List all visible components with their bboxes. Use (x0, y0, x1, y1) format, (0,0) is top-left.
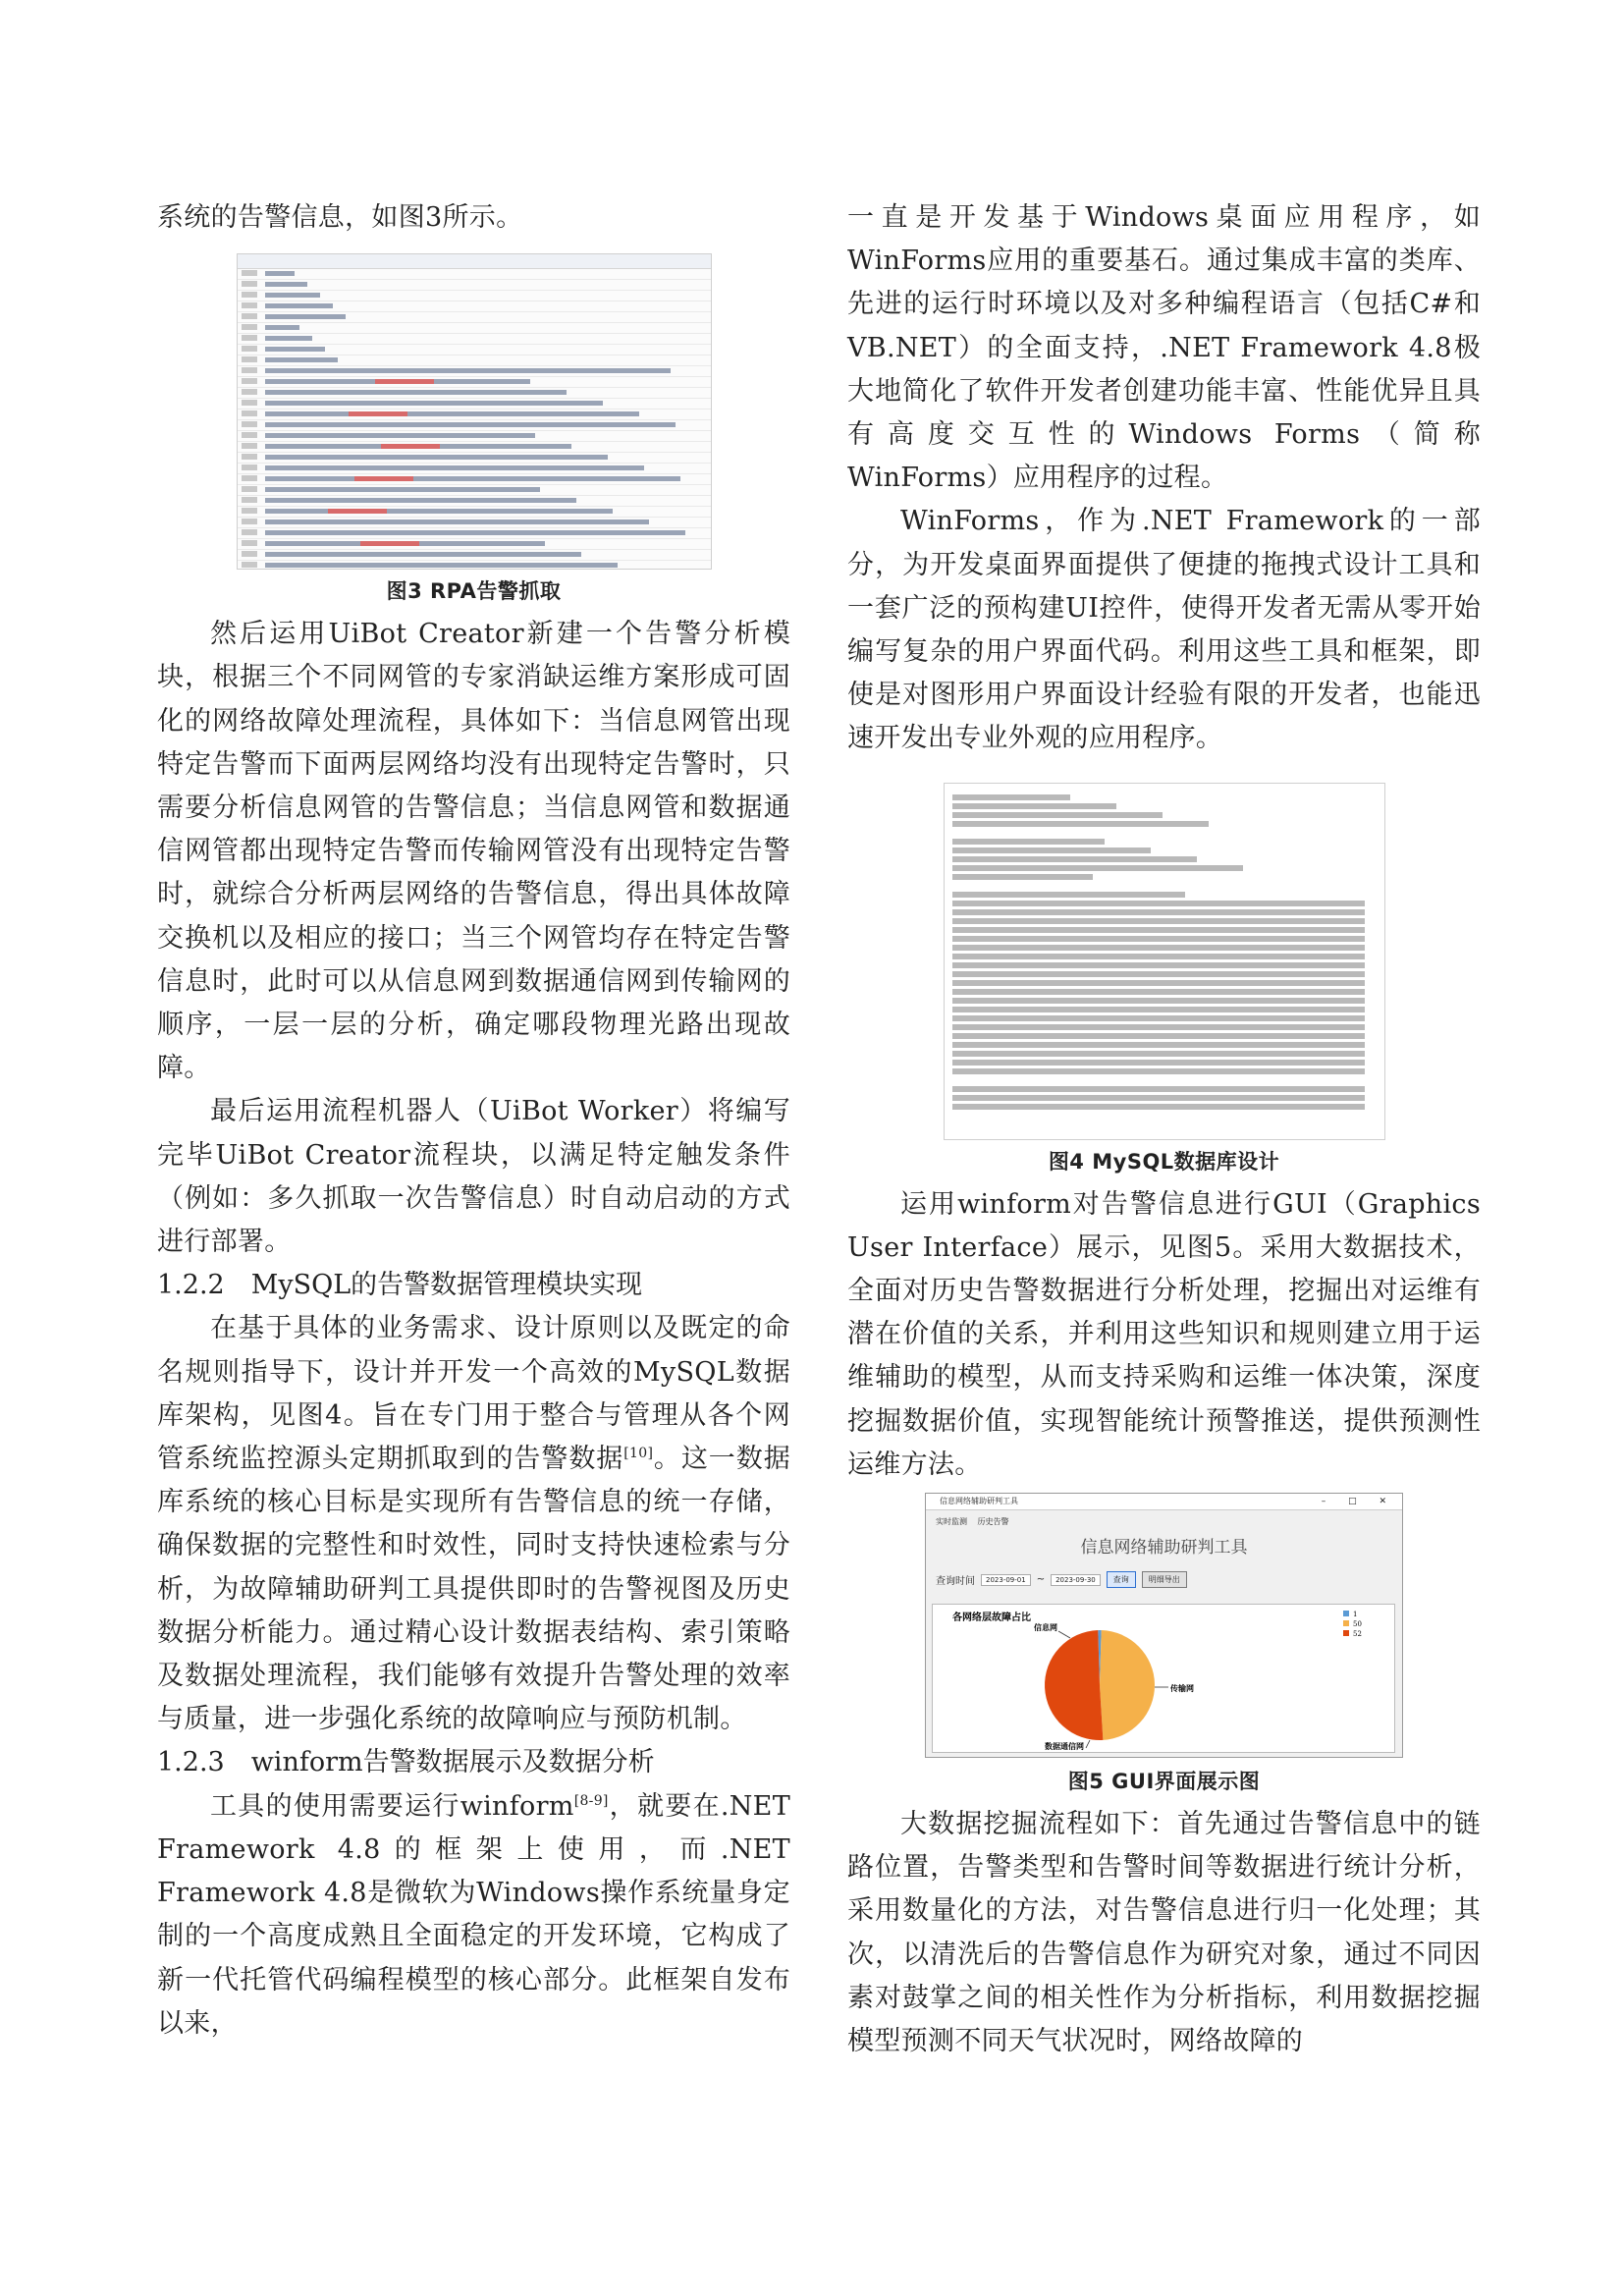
sql-line (952, 936, 1365, 942)
line-number-mark (242, 475, 257, 481)
legend-swatch-1 (1343, 1620, 1349, 1626)
section-heading-1-2-2: 1.2.2 MySQL的告警数据管理模块实现 (157, 1270, 643, 1301)
sql-line (952, 901, 1365, 906)
sql-line (952, 918, 1365, 924)
citation-10: [10] (623, 1446, 654, 1462)
line-number-mark (242, 356, 257, 362)
paragraph-winforms: WinForms，作为.NET Framework的一部分，为开发桌面界面提供了便捷的拖拽式设计工具和一套广泛的预构建UI控件，使得开发者无需从零开始编写复杂的用户界面代码。利用这些工具和框架，即使是对图形用户界面设计经验有限的开发者，也能迅速开发出专业外观的应用程序。 (847, 506, 1481, 754)
sql-line (952, 803, 1116, 809)
line-number-mark (242, 281, 257, 287)
sql-line (952, 1007, 1365, 1012)
code-line (238, 431, 711, 442)
pie-label-transport: 传输网 (1170, 1683, 1194, 1694)
sql-line (952, 1086, 1365, 1092)
legend-label-1: 50 (1353, 1620, 1362, 1629)
sql-line (952, 1033, 1365, 1039)
sql-line (952, 830, 1255, 836)
code-text-mark (265, 271, 295, 276)
code-text-mark (265, 509, 613, 514)
code-string-mark (360, 541, 419, 546)
leader-line-info (1058, 1631, 1070, 1638)
code-string-mark (354, 476, 413, 481)
pie-slice-1 (1100, 1630, 1155, 1740)
paragraph-data-mining: 大数据挖掘流程如下：首先通过告警信息中的链路位置，告警类型和告警时间等数据进行统计分析，采用数量化的方法，对告警信息进行归一化处理；其次，以清洗后的告警信息作为研究对象，通过不同因素对鼓掌之间的相关性作为分析指标，利用数据挖掘模型预测不同天气状况时，网络故障的 (847, 1809, 1481, 2057)
code-text-mark (265, 476, 680, 481)
code-text-mark (265, 455, 608, 460)
code-line (238, 518, 711, 528)
line-number-mark (242, 497, 257, 503)
code-string-mark (375, 379, 434, 384)
sql-line (952, 847, 1151, 853)
code-text-mark (265, 465, 644, 470)
code-line (238, 496, 711, 507)
line-number-mark (242, 529, 257, 535)
code-text-mark (265, 325, 299, 330)
paragraph-mysql (157, 1307, 790, 1741)
line-number-mark (242, 454, 257, 460)
line-number-mark (242, 335, 257, 341)
code-text-mark (265, 519, 649, 524)
pie-label-datacomm: 数据通信网 (1045, 1741, 1084, 1752)
tab-history[interactable]: 历史告警 (977, 1517, 1009, 1527)
legend-label-0: 1 (1353, 1611, 1358, 1619)
sql-line (952, 1095, 1365, 1101)
date-separator: ~ (1036, 1574, 1046, 1586)
sql-lines (945, 784, 1384, 1110)
paragraph-dotnet: 一直是开发基于Windows桌面应用程序，如WinForms应用的重要基石。通过集成丰富的类库、先进的运行时环境以及对多种编程语言（包括C#和VB.NET）的全面支持，.NET Framework 4.8极大地简化了软件开发者创建功能丰富、性能优异且具有高度交互性的Windows Forms（简称WinForms）应用程序的过程。 (847, 202, 1481, 494)
code-text-mark (265, 487, 540, 492)
sql-line (952, 909, 1365, 915)
sql-line (952, 865, 1243, 871)
sql-line (952, 962, 1365, 968)
sql-line (952, 892, 1185, 898)
sql-line (952, 927, 1365, 933)
legend-swatch-0 (1343, 1611, 1349, 1616)
code-line (238, 366, 711, 377)
query-button[interactable]: 查询 (1107, 1571, 1136, 1588)
code-line (238, 355, 711, 366)
code-line (238, 334, 711, 345)
paragraph-uibot-worker: 最后运用流程机器人（UiBot Worker）将编写完毕UiBot Creator流程块，以满足特定触发条件（例如：多久抓取一次告警信息）时自动启动的方式进行部署。 (157, 1096, 790, 1258)
sql-line (952, 1060, 1365, 1066)
line-number-mark (242, 562, 257, 568)
pie-chart-title: 各网络层故障占比 (952, 1613, 1031, 1624)
code-line (238, 507, 711, 518)
leader-line-datacomm (1086, 1740, 1090, 1748)
code-line (238, 280, 711, 291)
code-line (238, 269, 711, 280)
code-line (238, 410, 711, 420)
code-text-mark (265, 530, 685, 535)
gui-window-title: 信息网络辅助研判工具 (940, 1497, 1018, 1506)
fig3-caption: 图3 RPA告警抓取 (386, 579, 562, 604)
code-text-mark (265, 303, 333, 308)
sql-line (952, 1024, 1365, 1030)
sql-line (952, 945, 1365, 951)
gui-titlebar (926, 1494, 1402, 1510)
code-line (238, 550, 711, 561)
sql-line (952, 1077, 1365, 1083)
line-number-mark (242, 551, 257, 557)
code-line (238, 485, 711, 496)
code-text-mark (265, 498, 576, 503)
code-text-mark (265, 282, 307, 287)
sql-line (952, 821, 1209, 827)
code-line (238, 420, 711, 431)
code-line (238, 312, 711, 323)
code-text-mark (265, 563, 618, 568)
left-column (157, 196, 790, 2046)
sql-line (952, 839, 1105, 845)
window-controls-icon[interactable]: – □ ✕ (1321, 1497, 1396, 1507)
paragraph-gui: 运用winform对告警信息进行GUI（Graphics User Interface）展示，见图5。采用大数据技术，全面对历史告警数据进行分析处理，挖掘出对运维有潜在价值的关系，并利用这些知识和规则建立用于运维辅助的模型，从而支持采购和运维一体决策，深度挖掘数据价值，实现智能统计预警推送，提供预测性运维方法。 (847, 1188, 1481, 1480)
query-time-label: 查询时间 (936, 1576, 975, 1588)
code-text-mark (265, 390, 567, 395)
sql-line (952, 883, 1139, 889)
tab-realtime[interactable]: 实时监测 (936, 1517, 967, 1527)
code-text-mark (265, 293, 320, 298)
legend-label-2: 52 (1353, 1630, 1362, 1639)
line-number-mark (242, 540, 257, 546)
pie-chart (933, 1605, 1394, 1752)
line-number-mark (242, 313, 257, 319)
paragraph-mysql-part2: 。这一数据库系统的核心目标是实现所有告警信息的统一存储，确保数据的完整性和时效性，同时支持快速检索与分析，为故障辅助研判工具提供即时的告警视图及历史数据分析能力。通过精心设计数据表结构、索引策略及数据处理流程，我们能够有效提升告警处理的效率与质量，进一步强化系统的故障响应与预防机制。 (157, 1444, 790, 1735)
sql-line (952, 1015, 1365, 1021)
figure-gui-window (925, 1493, 1403, 1758)
sql-line (952, 971, 1365, 977)
code-lines (238, 269, 711, 570)
line-number-mark (242, 421, 257, 427)
code-text-mark (265, 552, 581, 557)
sql-line (952, 954, 1365, 959)
line-number-mark (242, 324, 257, 330)
code-line (238, 388, 711, 399)
paragraph-winform (157, 1785, 790, 2046)
legend-swatch-2 (1343, 1630, 1349, 1636)
section-heading-1-2-3: 1.2.3 winform告警数据展示及数据分析 (157, 1747, 655, 1778)
sql-line (952, 1104, 1365, 1110)
code-line (238, 464, 711, 474)
sql-line (952, 1051, 1365, 1057)
code-text-mark (265, 422, 676, 427)
code-line (238, 453, 711, 464)
figure-rpa-code-screenshot (237, 253, 712, 570)
sql-line (952, 794, 1070, 800)
line-number-mark (242, 367, 257, 373)
code-line (238, 528, 711, 539)
code-text-mark (265, 336, 312, 341)
line-number-mark (242, 292, 257, 298)
code-string-mark (381, 444, 440, 449)
code-line (238, 345, 711, 355)
line-number-mark (242, 519, 257, 524)
sql-line (952, 1068, 1365, 1074)
line-number-mark (242, 432, 257, 438)
sql-line (952, 856, 1197, 862)
gui-pie-plot-area (932, 1604, 1395, 1753)
pie-slice-2 (1045, 1630, 1103, 1740)
right-column (847, 196, 1481, 2063)
code-line (238, 323, 711, 334)
editor-tabbar (238, 254, 711, 269)
export-button[interactable]: 明细导出 (1142, 1571, 1187, 1588)
line-number-mark (242, 410, 257, 416)
figure-mysql-sql-screenshot (944, 783, 1385, 1140)
line-number-mark (242, 400, 257, 406)
code-string-mark (328, 509, 387, 514)
code-string-mark (349, 411, 407, 416)
code-line (238, 291, 711, 301)
code-text-mark (265, 411, 639, 416)
fig5-caption: 图5 GUI界面展示图 (1067, 1770, 1261, 1794)
code-line (238, 442, 711, 453)
citation-8-9: [8-9] (573, 1792, 609, 1809)
paragraph-alarm-analysis: 然后运用UiBot Creator新建一个告警分析模块，根据三个不同网管的专家消缺运维方案形成可固化的网络故障处理流程，具体如下：当信息网管出现特定告警而下面两层网络均没有出现特定告警时，只需要分析信息网管的告警信息；当信息网管和数据通信网管都出现特定告警而传输网管没有出现特定告警时，就综合分析两层网络的告警信息，得出具体故障交换机以及相应的接口；当三个网管均存在特定告警信息时，此时可以从信息网到数据通信网到传输网的顺序，一层一层的分析，确定哪段物理光路出现故障。 (157, 619, 790, 1084)
code-line (238, 377, 711, 388)
paragraph-winform-part1: 工具的使用需要运行winform (210, 1790, 574, 1822)
sql-line (952, 874, 1093, 880)
sql-line (952, 812, 1163, 818)
line-number-mark (242, 465, 257, 470)
line-number-mark (242, 508, 257, 514)
paragraph-mysql-part1: 在基于具体的业务需求、设计原则以及既定的命名规则指导下，设计并开发一个高效的MySQL数据库架构，见图4。旨在专门用于整合与管理从各个网管系统监控源头定期抓取到的告警数据 (157, 1313, 790, 1475)
fig4-caption: 图4 MySQL数据库设计 (1048, 1149, 1280, 1174)
code-line (238, 301, 711, 312)
paragraph-winform-part2: ，就要在.NET Framework 4.8的框架上使用，而.NET Framework 4.8是微软为Windows操作系统量身定制的一个高度成熟且全面稳定的开发环境，它构成了新一代托管代码编程模型的核心部分。此框架自发布以来， (157, 1790, 790, 2039)
sql-line (952, 1042, 1365, 1048)
line-number-mark (242, 389, 257, 395)
line-number-mark (242, 346, 257, 352)
code-line (238, 399, 711, 410)
line-number-mark (242, 270, 257, 276)
line-number-mark (242, 302, 257, 308)
code-text-mark (265, 368, 671, 373)
line-number-mark (242, 378, 257, 384)
line-number-mark (242, 443, 257, 449)
date-to-input[interactable]: 2023-09-30 (1051, 1574, 1101, 1586)
gui-app-title: 信息网络辅助研判工具 (1080, 1538, 1248, 1558)
code-line (238, 539, 711, 550)
gui-tabs (936, 1516, 1402, 1527)
code-line (238, 561, 711, 570)
sql-line (952, 980, 1365, 986)
code-line (238, 474, 711, 485)
code-text-mark (265, 357, 338, 362)
gui-query-row (936, 1571, 1402, 1588)
code-text-mark (265, 347, 325, 352)
date-from-input[interactable]: 2023-09-01 (981, 1574, 1031, 1586)
code-text-mark (265, 401, 603, 406)
intro-text: 系统的告警信息，如图3所示。 (157, 202, 523, 233)
code-text-mark (265, 314, 346, 319)
pie-label-info: 信息网 (1034, 1622, 1057, 1633)
line-number-mark (242, 486, 257, 492)
code-text-mark (265, 433, 535, 438)
sql-line (952, 998, 1365, 1004)
sql-line (952, 989, 1365, 995)
